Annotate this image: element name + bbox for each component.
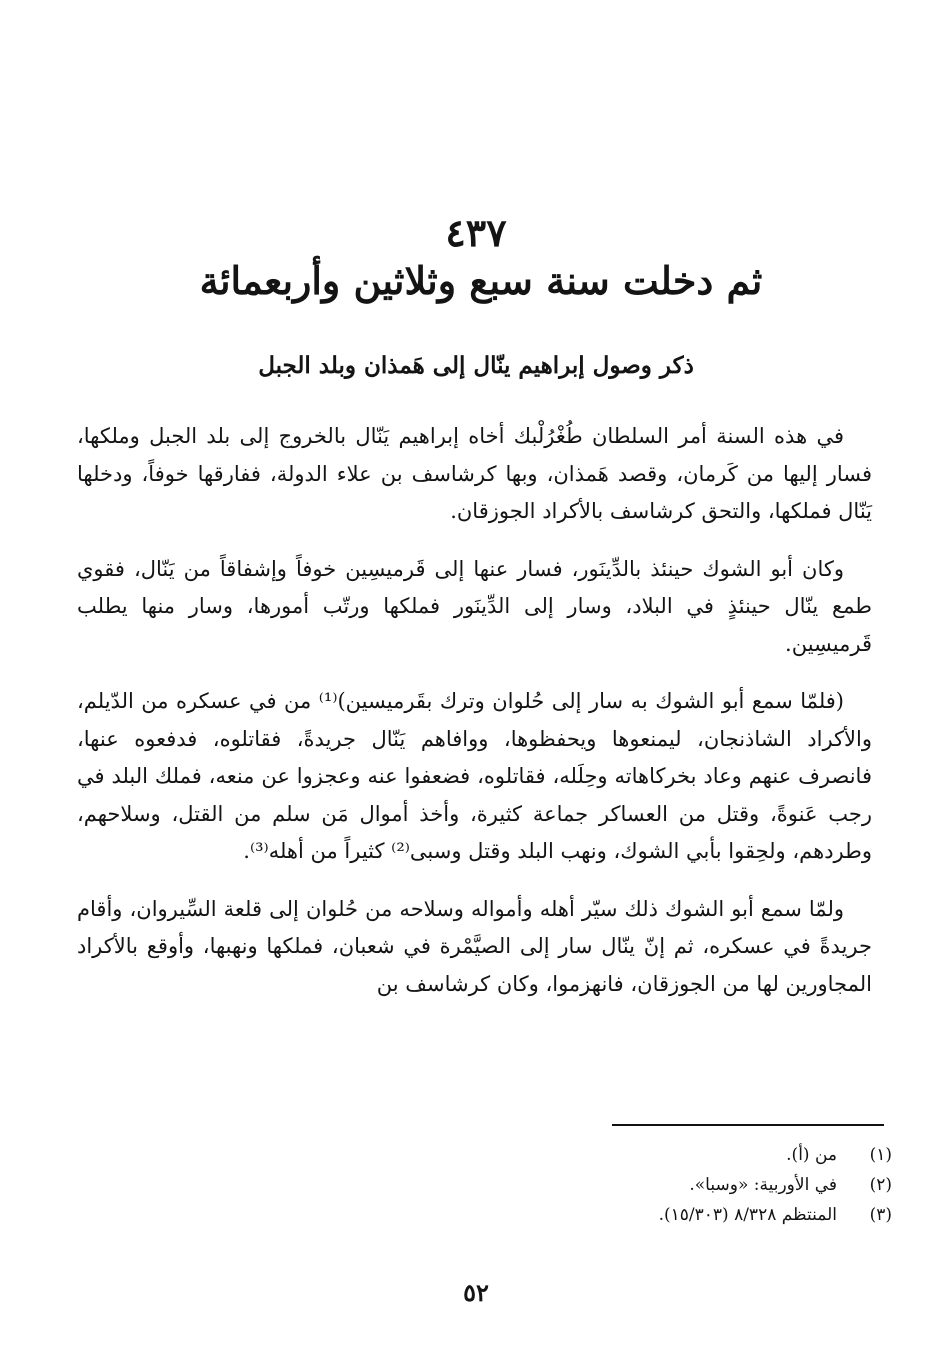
footnote-divider <box>612 1124 884 1126</box>
paragraph: (فلمّا سمع أبو الشوك به سار إلى حُلوان وترك بقَرميسين)⁽¹⁾ من في عسكره من الدّيلم، والأكراد الشاذنجان، ليمنعوها ويحفظوها، ووافاهم يَنّال جريدةً، فقاتلوه، فدفعوه عنها، فانصرف عنهم وعاد بخركاهاته وحِلَله، فقاتلوه، فضعفوا عنه وعجزوا عن منعه، فملك البلد في رجب عَنوةً، وقتل من العساكر جماعة كثيرة، وأخذ أموال مَن سلم من القتل، وسلاحهم، وطردهم، ولحِقوا بأبي الشوك، ونهب البلد وقتل وسبى⁽²⁾ كثيراً من أهله⁽³⁾. <box>77 689 872 863</box>
footnote-number: (١) <box>869 1145 892 1165</box>
footnote-text: المنتظم ٨/٣٢٨ (١٥/٣٠٣). <box>658 1205 837 1225</box>
footnote-number: (٢) <box>869 1175 892 1195</box>
paragraph: وكان أبو الشوك حينئذ بالدِّينَور، فسار عنها إلى قَرميسِين خوفاً وإشفاقاً من يَنّال، فقوي طمع ينّال حينئذٍ في البلاد، وسار إلى الدِّينَور فملكها ورتّب أمورها، وسار منها يطلب قَرميسِين. <box>77 556 872 656</box>
footnote-text: من (أ). <box>786 1145 837 1165</box>
footnote-text: في الأوربية: «وسبا». <box>689 1175 837 1195</box>
footnote-number: (٣) <box>869 1205 892 1225</box>
section-title: ذكر وصول إبراهيم ينّال إلى هَمذان وبلد الجبل <box>258 352 694 379</box>
footnote <box>352 1140 892 1170</box>
paragraph: في هذه السنة أمر السلطان طُغْرُلْبك أخاه إبراهيم يَنّال بالخروج إلى بلد الجبل وملكها، فسار إليها من كَرمان، وقصد هَمذان، وبها كرشاسف بن علاء الدولة، ففارقها خوفاً، ودخلها يَنّال فملكها، والتحق كرشاسف بالأكراد الجوزقان. <box>77 424 872 523</box>
chapter-title: ثم دخلت سنة سبع وثلاثين وأربعمائة <box>199 258 763 303</box>
footnote <box>352 1200 892 1230</box>
footnotes <box>352 1140 892 1230</box>
paragraph: ولمّا سمع أبو الشوك ذلك سيّر أهله وأمواله وسلاحه من حُلوان إلى قلعة السِّيروان، وأقام جريدةً في عسكره، ثم إنّ ينّال سار إلى الصيَّمْرة في شعبان، فملكها ونهبها، وأوقع بالأكراد المجاورين لها من الجوزقان، فانهزموا، وكان كرشاسف بن <box>77 896 872 996</box>
footnote <box>352 1170 892 1200</box>
page-number: ٥٢ <box>463 1278 489 1307</box>
body-text <box>77 418 872 1003</box>
year-number: ٤٣٧ <box>445 210 507 255</box>
